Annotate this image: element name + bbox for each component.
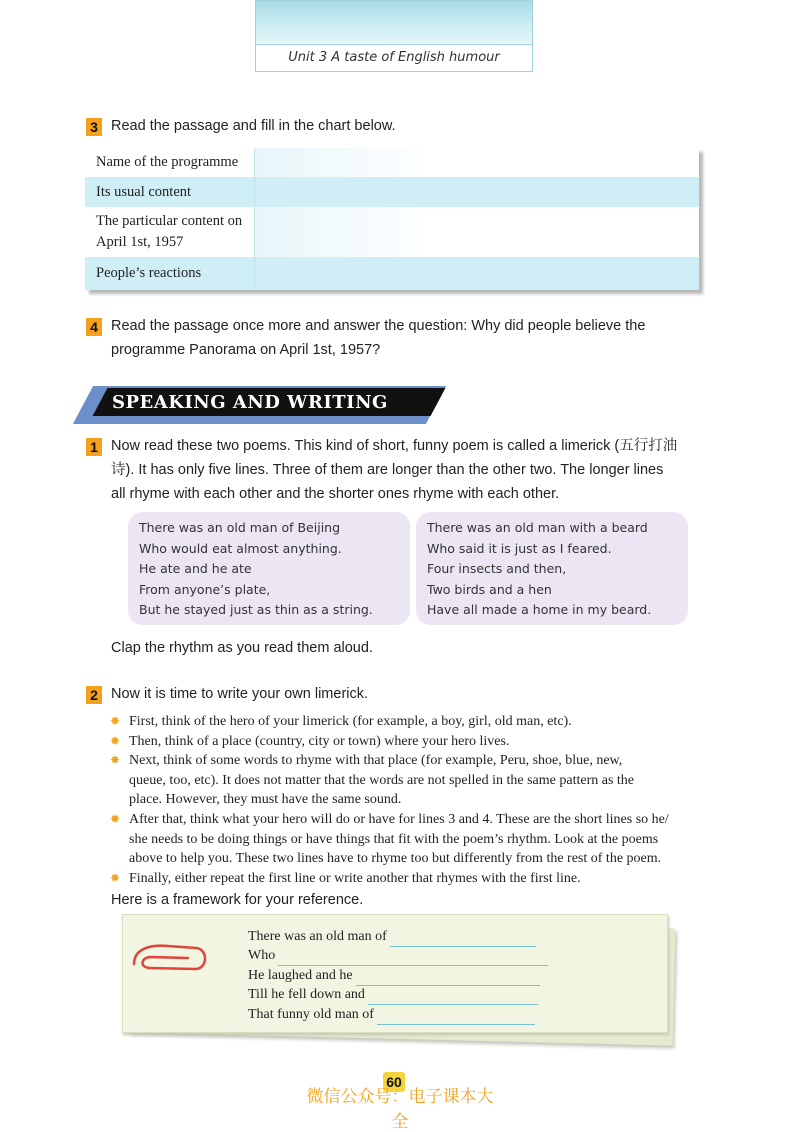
framework-text: He laughed and he [248,968,353,983]
framework-text: Who [248,948,276,963]
chart-label [85,207,255,257]
bullet-text: place. However, they must have the same sound. [129,792,402,807]
framework-blank[interactable] [356,971,540,986]
bullet-text: above to help you. These two lines have to rhyme too but differently from the rest of the poem. [129,851,662,866]
chart-answer-cell[interactable] [255,177,699,207]
framework-intro: Here is a framework for your reference. [111,892,364,908]
framework-line [248,1005,568,1025]
bullet-item [110,810,702,869]
framework-line [248,927,568,947]
task-number-4: 4 [86,318,102,336]
bullet-text: queue, too, etc). It does not matter that the words are not spelled in the same pattern as the [129,772,635,788]
bullet-item [110,732,702,752]
framework-line [248,966,568,986]
paper-clip-icon [128,938,210,988]
bullet-item [110,869,702,889]
task2-instruction: Now it is time to write your own limerick. [111,686,369,702]
bullet-item [110,712,702,732]
bullet-text: Next, think of some words to rhyme with that place (for example, Peru, shoe, blue, new, [129,753,623,768]
watermark-text: 微信公众号：电子课本大全 [306,1087,494,1132]
task4-line2: programme Panorama on April 1st, 1957? [111,342,381,358]
section-title: SPEAKING AND WRITING TASK [112,392,388,443]
task-number-2: 2 [86,686,102,704]
chart-row [85,177,699,207]
poem-line: Two birds and a hen [427,581,552,597]
bullet-icon: ✸ [110,753,121,767]
framework-blank[interactable] [377,1010,535,1025]
task1-line1: Now read these two poems. This kind of short, funny poem is called a limerick (五行打油 [111,438,678,454]
framework-line [248,985,568,1005]
unit-title: Unit 3 A taste of English humour [255,44,533,72]
chart-label: People’s reactions [85,257,255,290]
framework-text: That funny old man of [248,1007,374,1022]
task1-line3: all rhyme with each other and the shorter ones rhyme with each other. [111,486,560,502]
framework-blank[interactable] [278,951,548,966]
task-number-3: 3 [86,118,102,136]
chart-answer-cell[interactable] [255,148,699,177]
framework-text: Till he fell down and [248,987,365,1002]
header-decoration [255,0,533,45]
framework-blank[interactable] [368,990,538,1005]
poem-line: From anyone’s plate, [139,581,271,597]
framework-text: There was an old man of [248,929,387,944]
poem-line: Who said it is just as I feared. [427,540,612,556]
chart-row [85,148,699,177]
chart-label-line: April 1st, 1957 [96,234,184,250]
chart-row [85,207,699,257]
bullet-icon: ✸ [110,714,121,728]
bullet-icon: ✸ [110,812,121,826]
poem-line: Four insects and then, [427,561,567,576]
task3-instruction: Read the passage and fill in the chart below. [111,118,396,134]
bullet-text: she needs to be doing things or have things that fit with the poem’s rhythm. Look at the poems [129,831,659,847]
bullet-icon: ✸ [110,871,121,885]
poem-line: He ate and he ate [139,561,252,576]
chart-label: Its usual content [85,177,255,207]
chart-row [85,257,699,290]
page-number: 60 [383,1072,405,1092]
bullet-text: Then, think of a place (country, city or town) where your hero lives. [129,734,510,749]
poem-beard [416,512,688,625]
poem-line: Who would eat almost anything. [139,540,342,556]
bullet-icon: ✸ [110,734,121,748]
framework-blank[interactable] [390,932,536,947]
poem-line: There was an old man with a beard [427,520,648,535]
task4-line1: Read the passage once more and answer the question: Why did people believe the [111,318,646,334]
chart-label: Name of the programme [85,148,255,177]
poem-beijing [128,512,410,625]
poem-line: Have all made a home in my beard. [427,602,652,617]
bullet-text: First, think of the hero of your limerick (for example, a boy, girl, old man, etc). [129,714,572,729]
task-number-1: 1 [86,438,102,456]
bullet-text: After that, think what your hero will do or have for lines 3 and 4. These are the short lines so he/ [129,812,669,827]
bullet-text: Finally, either repeat the first line or write another that rhymes with the first line. [129,871,581,886]
task1-line2: 诗). It has only five lines. Three of them are longer than the other two. The longer lines [111,462,664,478]
fill-in-chart [85,148,699,290]
poem-line: But he stayed just as thin as a string. [139,602,373,617]
chart-answer-cell[interactable] [255,257,699,290]
chart-answer-cell[interactable] [255,207,699,257]
framework-line [248,946,568,966]
clap-instruction: Clap the rhythm as you read them aloud. [111,640,373,656]
bullet-item [110,751,702,810]
poem-line: There was an old man of Beijing [139,520,341,535]
chart-label-line: The particular content on [96,213,243,229]
